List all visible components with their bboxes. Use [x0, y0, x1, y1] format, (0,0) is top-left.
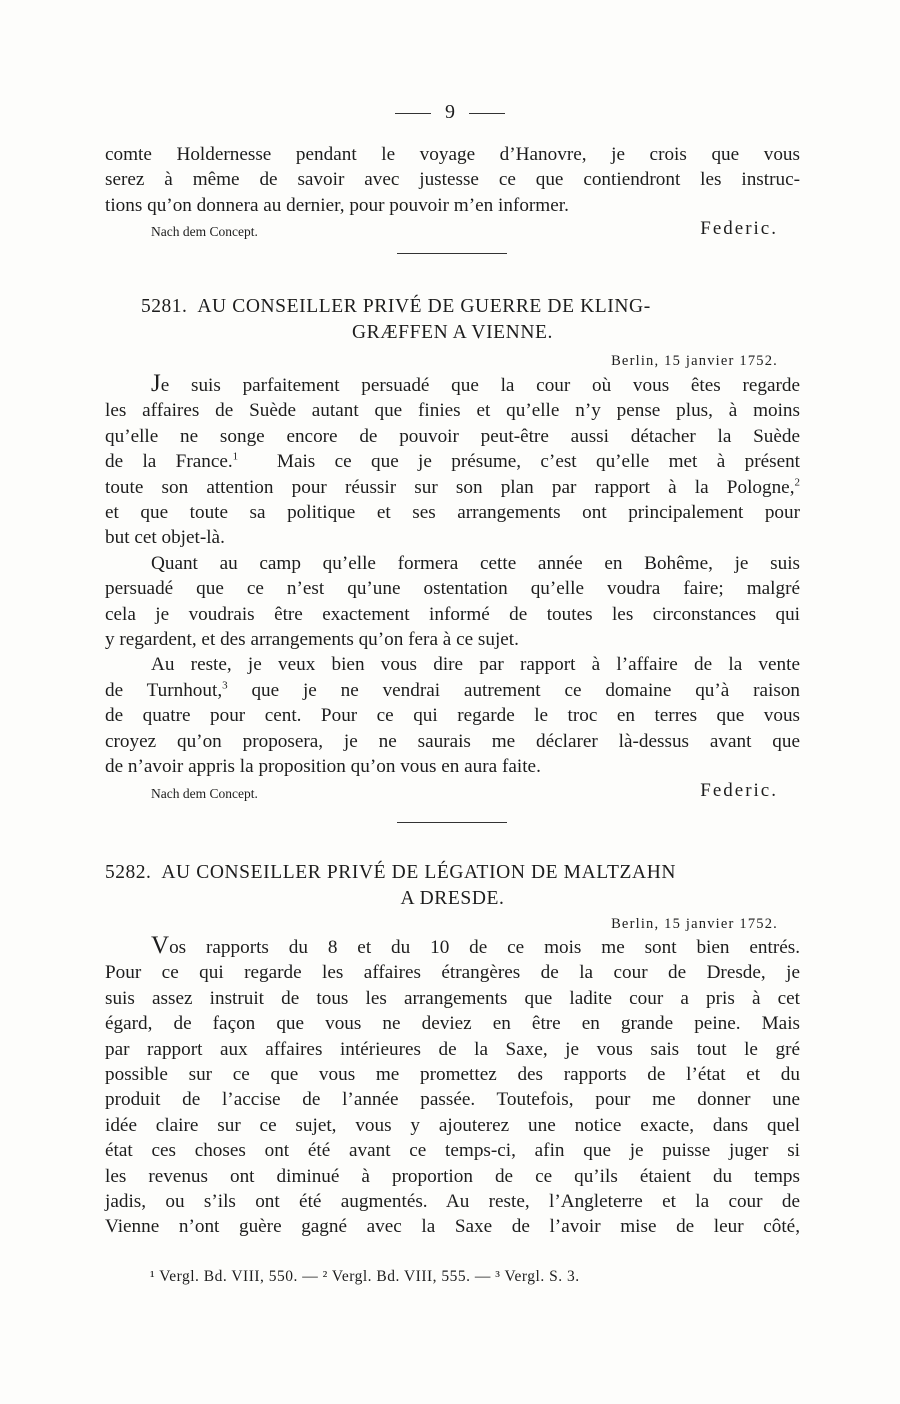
- text-line: les revenus ont diminué à proportion de ce qu’ils étaient du temps: [105, 1165, 800, 1187]
- letter-paragraph: [105, 370, 801, 551]
- text-line: les affaires de Suède autant que finies et qu’elle n’y pense plus, à moins: [105, 400, 800, 422]
- letter-signature-row: [105, 780, 800, 806]
- text-line: de n’avoir appris la proposition qu’on vous en aura faite.: [105, 756, 541, 778]
- letter-5281: [105, 294, 800, 806]
- footnote-marker[interactable]: 3: [222, 679, 228, 692]
- text-line: Vienne n’ont guère gagné avec la Saxe de l’avoir mise de leur côté,: [105, 1216, 800, 1238]
- intro-paragraph: [105, 142, 800, 218]
- page-number: 9: [445, 101, 455, 123]
- letter-title: [105, 860, 800, 912]
- text-segment: de Turnhout,: [105, 679, 223, 701]
- header-dash-left: [395, 113, 431, 114]
- text-line: comte Holdernesse pendant le voyage d’Hanovre, je crois que vous: [105, 144, 800, 165]
- text-line: tions qu’on donnera au dernier, pour pouvoir m’en informer.: [105, 194, 569, 216]
- drop-cap: J: [151, 370, 161, 397]
- text-line: y regardent, et des arrangements qu’on fera à ce sujet.: [105, 629, 519, 651]
- section-divider: [397, 253, 507, 254]
- letter-number: 5281.: [141, 296, 188, 317]
- text-line: qu’elle ne songe encore de pouvoir peut-être aussi détacher la Suède: [105, 425, 800, 447]
- page-header: [0, 98, 900, 126]
- letter-paragraph: [105, 932, 800, 1240]
- text-line: jadis, ou s’ils ont été augmentés. Au reste, l’Angleterre et la cour de: [105, 1191, 800, 1213]
- text-line: Pour ce qui regarde les affaires étrangères de la cour de Dresde, je: [105, 962, 800, 984]
- title-line: GRÆFFEN A VIENNE.: [351, 322, 554, 343]
- title-line: AU CONSEILLER PRIVÉ DE GUERRE DE KLING-: [197, 296, 651, 317]
- drop-cap: V: [151, 932, 170, 959]
- footnotes: ¹ Vergl. Bd. VIII, 550. — ² Vergl. Bd. VIII, 555. — ³ Vergl. S. 3.: [150, 1268, 580, 1285]
- text-segment: que je ne vendrai autrement ce domaine qu’à raison: [251, 679, 801, 701]
- text-line: et que toute sa politique et ses arrangements ont principalement pour: [105, 502, 800, 524]
- letter-paragraph: [105, 551, 800, 653]
- text-line: persuadé que ce n’est qu’une ostentation qu’elle voudra faire; malgré: [105, 578, 800, 600]
- text-line: Au reste, je veux bien vous dire par rapport à l’affaire de la vente: [151, 654, 800, 676]
- source-note: Nach dem Concept.: [151, 785, 258, 801]
- text-line: idée claire sur ce sujet, vous y ajouterez une notice exacte, dans quel: [105, 1114, 800, 1136]
- signature: Federic.: [700, 779, 778, 801]
- text-line: par rapport aux affaires intérieures de la Saxe, je vous sais tout le gré: [105, 1038, 800, 1060]
- text-segment: de la France.: [105, 451, 233, 473]
- text-line: suis assez instruit de tous les arrangements que ladite cour a pris à cet: [105, 987, 800, 1009]
- text-segment: toute son attention pour réussir sur son plan par rapport à la Pologne,: [105, 476, 795, 498]
- text-line: égard, de façon que vous ne deviez en être en grande peine. Mais: [105, 1013, 800, 1035]
- text-line: but cet objet-là.: [105, 527, 225, 549]
- intro-signature-row: [105, 218, 800, 244]
- text-line: possible sur ce que vous me promettez des rapports de l’état et du: [105, 1064, 800, 1086]
- letter-5282: [105, 860, 800, 1240]
- title-line: AU CONSEILLER PRIVÉ DE LÉGATION DE MALTZAHN: [161, 862, 677, 883]
- text-line: produit de l’accise de l’année passée. Toutefois, pour me donner une: [105, 1089, 800, 1111]
- text-line: cela je voudrais être exactement informé de toutes les circonstances qui: [105, 603, 800, 625]
- letter-title: [105, 294, 800, 346]
- dateline: Berlin, 15 janvier 1752.: [611, 353, 778, 369]
- text-segment: Mais ce que je présume, c’est qu’elle met à présent: [276, 451, 801, 473]
- text-line: croyez qu’on proposera, je ne saurais me déclarer là-dessus avant que: [105, 730, 800, 752]
- signature: Federic.: [700, 218, 778, 240]
- letter-paragraph: [105, 652, 800, 779]
- footnote-marker[interactable]: 2: [794, 476, 800, 489]
- text-line: Quant au camp qu’elle formera cette année en Bohême, je suis: [151, 552, 800, 574]
- dateline: Berlin, 15 janvier 1752.: [611, 916, 778, 932]
- text-segment: os rapports du 8 et du 10 de ce mois me sont bien entrés.: [169, 937, 800, 958]
- source-note: Nach dem Concept.: [151, 224, 258, 240]
- text-line: serez à même de savoir avec justesse ce que contiendront les instruc-: [105, 169, 800, 191]
- text-segment: e suis parfaitement persuadé que la cour où vous êtes regarde: [160, 375, 800, 396]
- header-dash-right: [469, 113, 505, 114]
- text-line: de quatre pour cent. Pour ce qui regarde le troc en terres que vous: [105, 705, 800, 727]
- section-divider: [397, 822, 507, 823]
- footnote-marker[interactable]: 1: [232, 450, 239, 463]
- title-line: A DRESDE.: [400, 888, 505, 909]
- text-line: état ces choses ont été avant ce temps-ci, afin que je puisse juger si: [105, 1140, 800, 1162]
- letter-number: 5282.: [105, 862, 152, 883]
- intro-section: [105, 142, 800, 244]
